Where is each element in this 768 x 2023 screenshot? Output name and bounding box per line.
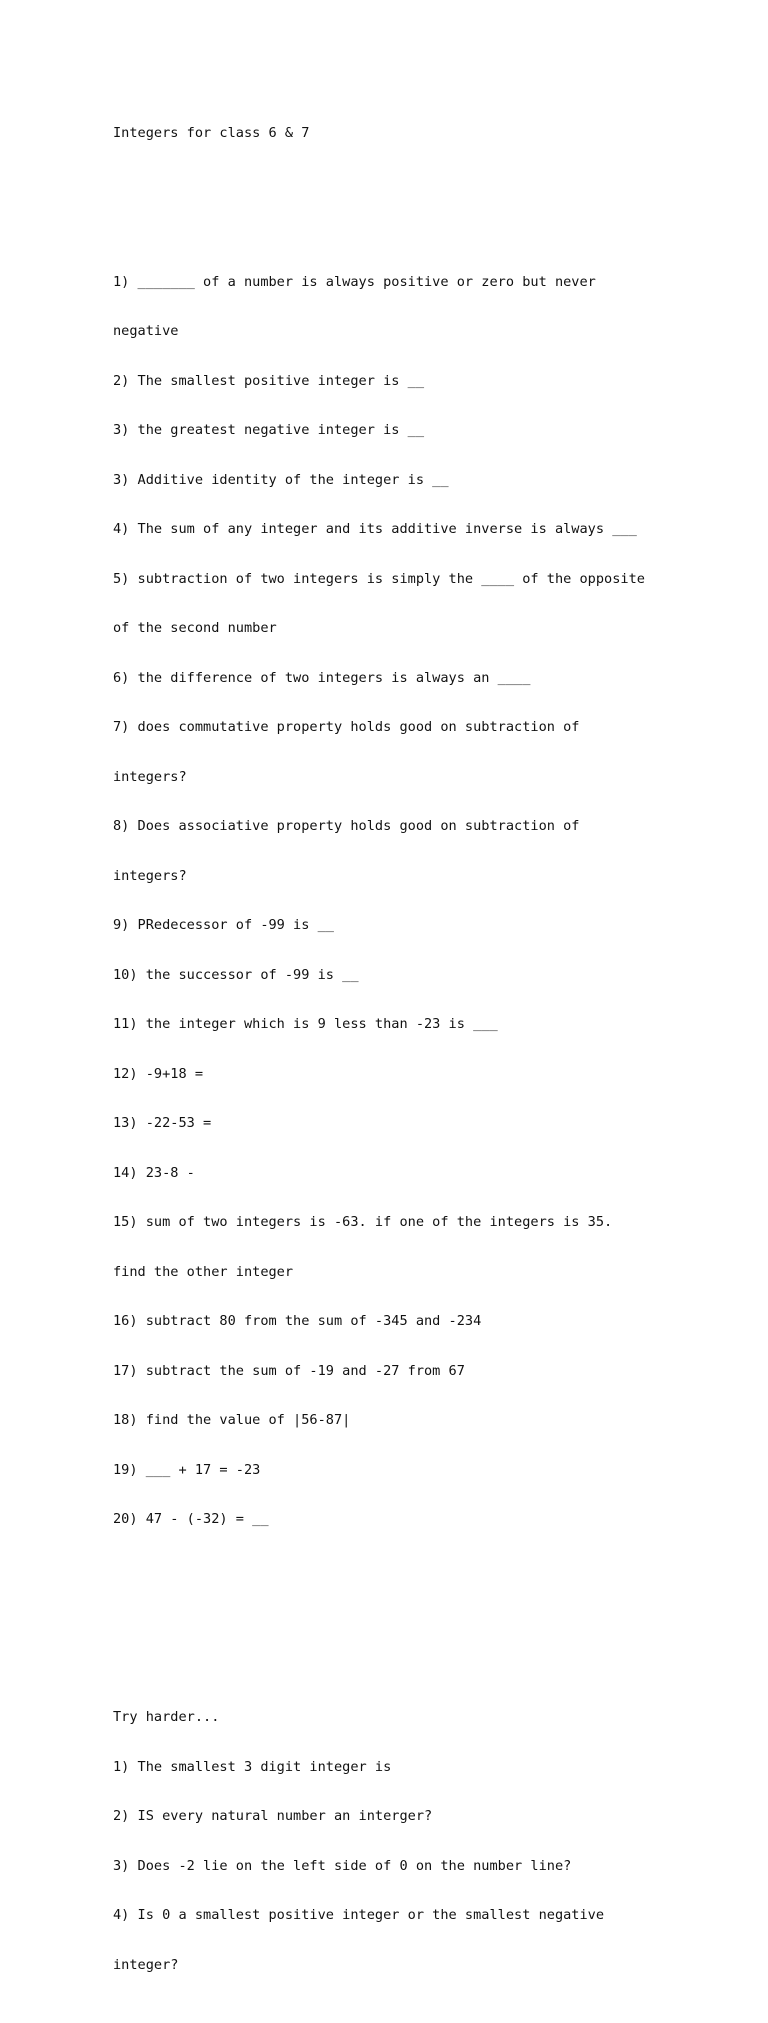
question-line: 10) the successor of -99 is __ (113, 966, 359, 983)
question-line: 3) Additive identity of the integer is __ (113, 471, 449, 488)
blank-line (113, 1610, 713, 1627)
question-line: 19) ___ + 17 = -23 (113, 1461, 261, 1478)
question-line: 14) 23-8 - (113, 1164, 195, 1181)
try-harder-line: integer? (113, 1956, 179, 1973)
question-line: integers? (113, 768, 187, 785)
try-harder-heading: Try harder... (113, 1709, 220, 1725)
question-line: integers? (113, 867, 187, 884)
question-line: negative (113, 323, 179, 339)
question-line: 8) Does associative property holds good on subtraction of (113, 818, 580, 834)
question-line: of the second number (113, 620, 277, 636)
question-line: 9) PRedecessor of -99 is __ (113, 917, 334, 933)
try-harder-section (113, 1676, 713, 2006)
question-line: 13) -22-53 = (113, 1115, 212, 1131)
try-harder-line: 1) The smallest 3 digit integer is (113, 1758, 392, 1775)
question-line: 5) subtraction of two integers is simply the ____ of the opposite (113, 570, 645, 587)
question-line: 20) 47 - (-32) = __ (113, 1511, 269, 1527)
document-page (113, 92, 713, 2023)
document-title: Integers for class 6 & 7 (113, 125, 310, 141)
question-line: 16) subtract 80 from the sum of -345 and -234 (113, 1313, 482, 1329)
question-line: 11) the integer which is 9 less than -23 is ___ (113, 1016, 498, 1032)
question-line: 18) find the value of |56-87| (113, 1412, 351, 1428)
question-line: 4) The sum of any integer and its additive inverse is always ___ (113, 521, 637, 537)
try-harder-line: 3) Does -2 lie on the left side of 0 on the number line? (113, 1857, 572, 1874)
question-line: find the other integer (113, 1263, 294, 1280)
question-line: 12) -9+18 = (113, 1065, 204, 1082)
question-line: 3) the greatest negative integer is __ (113, 422, 424, 438)
question-line: 2) The smallest positive integer is __ (113, 372, 424, 389)
blank-line (113, 175, 713, 192)
question-line: 15) sum of two integers is -63. if one of the integers is 35. (113, 1214, 613, 1230)
question-line: 1) _______ of a number is always positive or zero but never (113, 273, 596, 290)
question-line: 17) subtract the sum of -19 and -27 from 67 (113, 1362, 465, 1379)
try-harder-line: 2) IS every natural number an interger? (113, 1808, 433, 1824)
question-line: 6) the difference of two integers is always an ____ (113, 669, 531, 686)
question-list (113, 241, 713, 1561)
question-line: 7) does commutative property holds good on subtraction of (113, 719, 580, 735)
try-harder-line: 4) Is 0 a smallest positive integer or the smallest negative (113, 1907, 605, 1923)
